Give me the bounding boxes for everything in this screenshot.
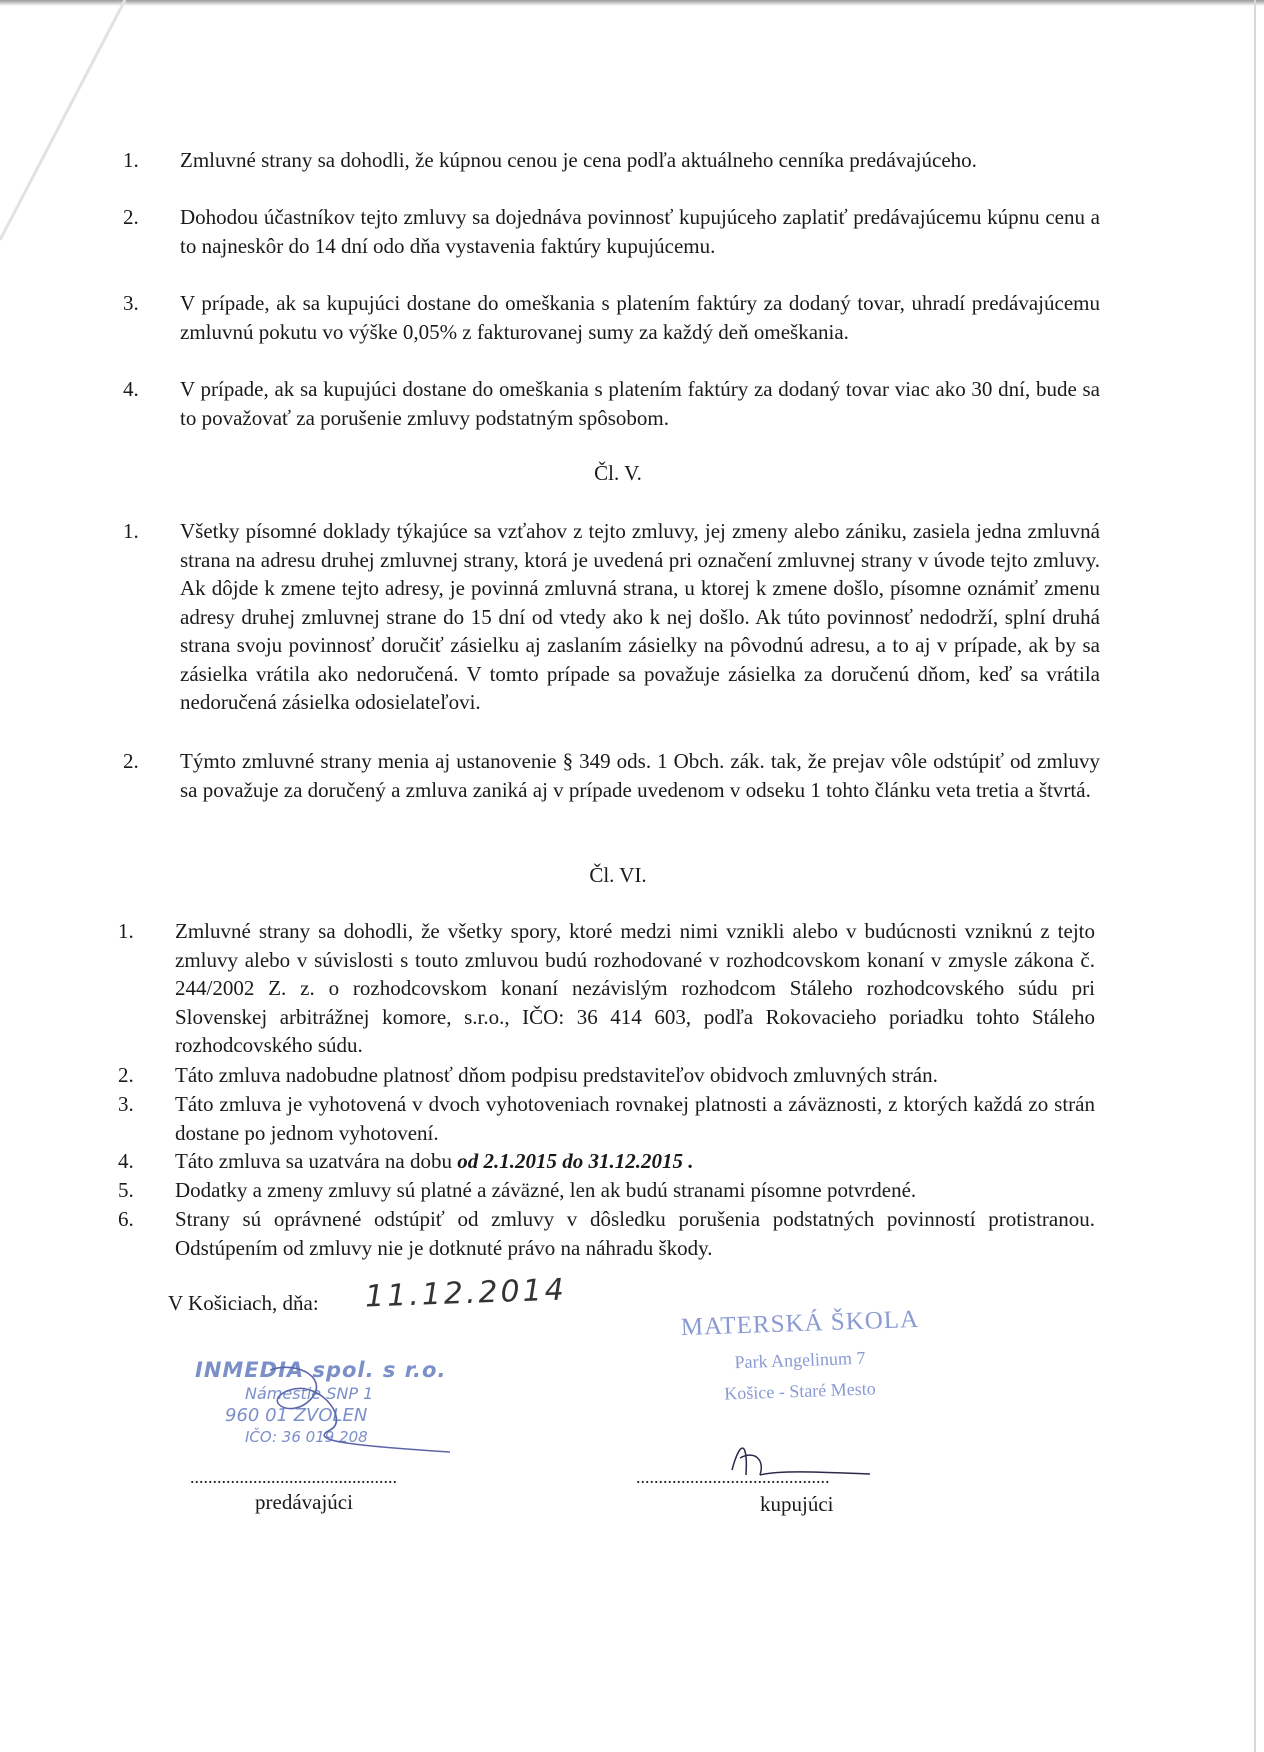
clause-text: V prípade, ak sa kupujúci dostane do omeškania s platením faktúry za dodaný tovar viac ako 30 dní, bude sa to považovať za porušenie zmluvy podstatným spôsobom. (180, 377, 1100, 430)
seller-label: predávajúci (255, 1490, 353, 1514)
seller-stamp-ico: IČO: 36 019 208 (245, 1428, 368, 1446)
term-intro: Táto zmluva sa uzatvára na dobu (175, 1149, 458, 1173)
scan-top-edge (0, 0, 1264, 6)
clause-text: Strany sú oprávnené odstúpiť od zmluvy v dôsledku porušenia podstatných povinností protistranou. Odstúpením od zmluvy nie je dotknuté právo na náhradu škody. (175, 1207, 1095, 1260)
clause-text: Táto zmluva nadobudne platnosť dňom podpisu predstaviteľov obidvoch zmluvných strán. (175, 1063, 938, 1087)
article-heading-vi: Čl. VI. (589, 863, 647, 887)
clause-text: V prípade, ak sa kupujúci dostane do omeškania s platením faktúry za dodaný tovar, uhradí predávajúcemu zmluvnú pokutu vo výške 0,05% z fakturovanej sumy za každý deň omeškania. (180, 291, 1100, 344)
clause-number: 3. (123, 291, 139, 315)
clause-number: 2. (118, 1063, 134, 1087)
buyer-stamp-street: Park Angelinum 7 (734, 1347, 866, 1373)
handwritten-date: 11.12.2014 (364, 1272, 568, 1315)
term-dates: od 2.1.2015 do 31.12.2015 . (457, 1149, 694, 1173)
clause-number: 1. (118, 919, 134, 943)
clause-number: 6. (118, 1207, 134, 1231)
clause-text (175, 1147, 1095, 1176)
clause-number: 4. (118, 1149, 134, 1173)
seller-stamp-name: INMEDIA spol. s r.o. (195, 1358, 447, 1382)
clause-number: 2. (123, 205, 139, 229)
clause-text: Všetky písomné doklady týkajúce sa vzťahov z tejto zmluvy, jej zmeny alebo zániku, zasiela jedna zmluvná strana na adresu druhej zmluvnej strany, ktorá je uvedená pri označení zmluvnej strany v úvode tejto zmluvy. Ak dôjde k zmene tejto adresy, je povinná zmluvná strana, u ktorej k zmene došlo, písomne oznámiť zmenu adresy druhej zmluvnej strane do 15 dní od vtedy ako k nej došlo. Ak túto povinnosť nedodrží, splní druhá strana svoju povinnosť doručiť zásielku aj zaslaním zásielky na pôvodnú adresu, a to aj v prípade, ak by sa zásielka vrátila ako nedoručená. V tomto prípade sa považuje zásielka za doručenú dňom, keď sa vrátila nedoručená zásielka odosielateľovi. (180, 519, 1100, 714)
seller-signature (240, 1360, 460, 1460)
buyer-stamp-name: MATERSKÁ ŠKOLA (680, 1305, 920, 1342)
buyer-stamp (640, 1305, 960, 1404)
clause-number: 4. (123, 377, 139, 401)
buyer-signature-line: ........................................... (636, 1467, 830, 1487)
clause-text: Zmluvné strany sa dohodli, že všetky spory, ktoré medzi nimi vznikli alebo v budúcnosti vzniknú z tejto zmluvy alebo v súvislosti s touto zmluvou budú rozhodované v rozhodcovskom konaní v zmysle zákona č. 244/2002 Z. z. o rozhodcovskom konaní nezávislým rozhodcom Stáleho rozhodcovského súdu pri Slovenskej arbitrážnej komore, s.r.o., IČO: 36 414 603, podľa Rokovacieho poriadku tohto Stáleho rozhodcovského súdu. (175, 919, 1095, 1057)
seller-stamp-street: Námestie SNP 1 (245, 1384, 374, 1403)
scan-right-edge (1254, 0, 1256, 1752)
clause-text: Zmluvné strany sa dohodli, že kúpnou cenou je cena podľa aktuálneho cenníka predávajúceho. (180, 148, 977, 172)
seller-stamp-city: 960 01 ZVOLEN (225, 1405, 368, 1426)
clause-number: 5. (118, 1178, 134, 1202)
article-heading-v: Čl. V. (594, 461, 642, 485)
clause-text: Týmto zmluvné strany menia aj ustanovenie § 349 ods. 1 Obch. zák. tak, že prejav vôle odstúpiť od zmluvy sa považuje za doručený a zmluva zaniká aj v prípade uvedenom v odseku 1 tohto článku veta tretia a štvrtá. (180, 749, 1100, 802)
seller-signature-line: .............................................. (190, 1467, 397, 1487)
clause-text: Táto zmluva je vyhotovená v dvoch vyhotoveniach rovnakej platnosti a záväznosti, z ktorých každá zo strán dostane po jednom vyhotovení. (175, 1092, 1095, 1145)
clause-number: 1. (123, 148, 139, 172)
clause-number: 1. (123, 519, 139, 543)
clause-text: Dohodou účastníkov tejto zmluvy sa dojednáva povinnosť kupujúceho zaplatiť predávajúcemu kúpnu cenu a to najneskôr do 14 dní odo dňa vystavenia faktúry kupujúcemu. (180, 205, 1100, 258)
clause-number: 3. (118, 1092, 134, 1116)
place-date-label: V Košiciach, dňa: (168, 1291, 319, 1315)
clause-number: 2. (123, 749, 139, 773)
buyer-label: kupujúci (760, 1492, 834, 1516)
buyer-stamp-city: Košice - Staré Mesto (723, 1378, 877, 1404)
clause-text: Dodatky a zmeny zmluvy sú platné a záväzné, len ak budú stranami písomne potvrdené. (175, 1178, 917, 1202)
